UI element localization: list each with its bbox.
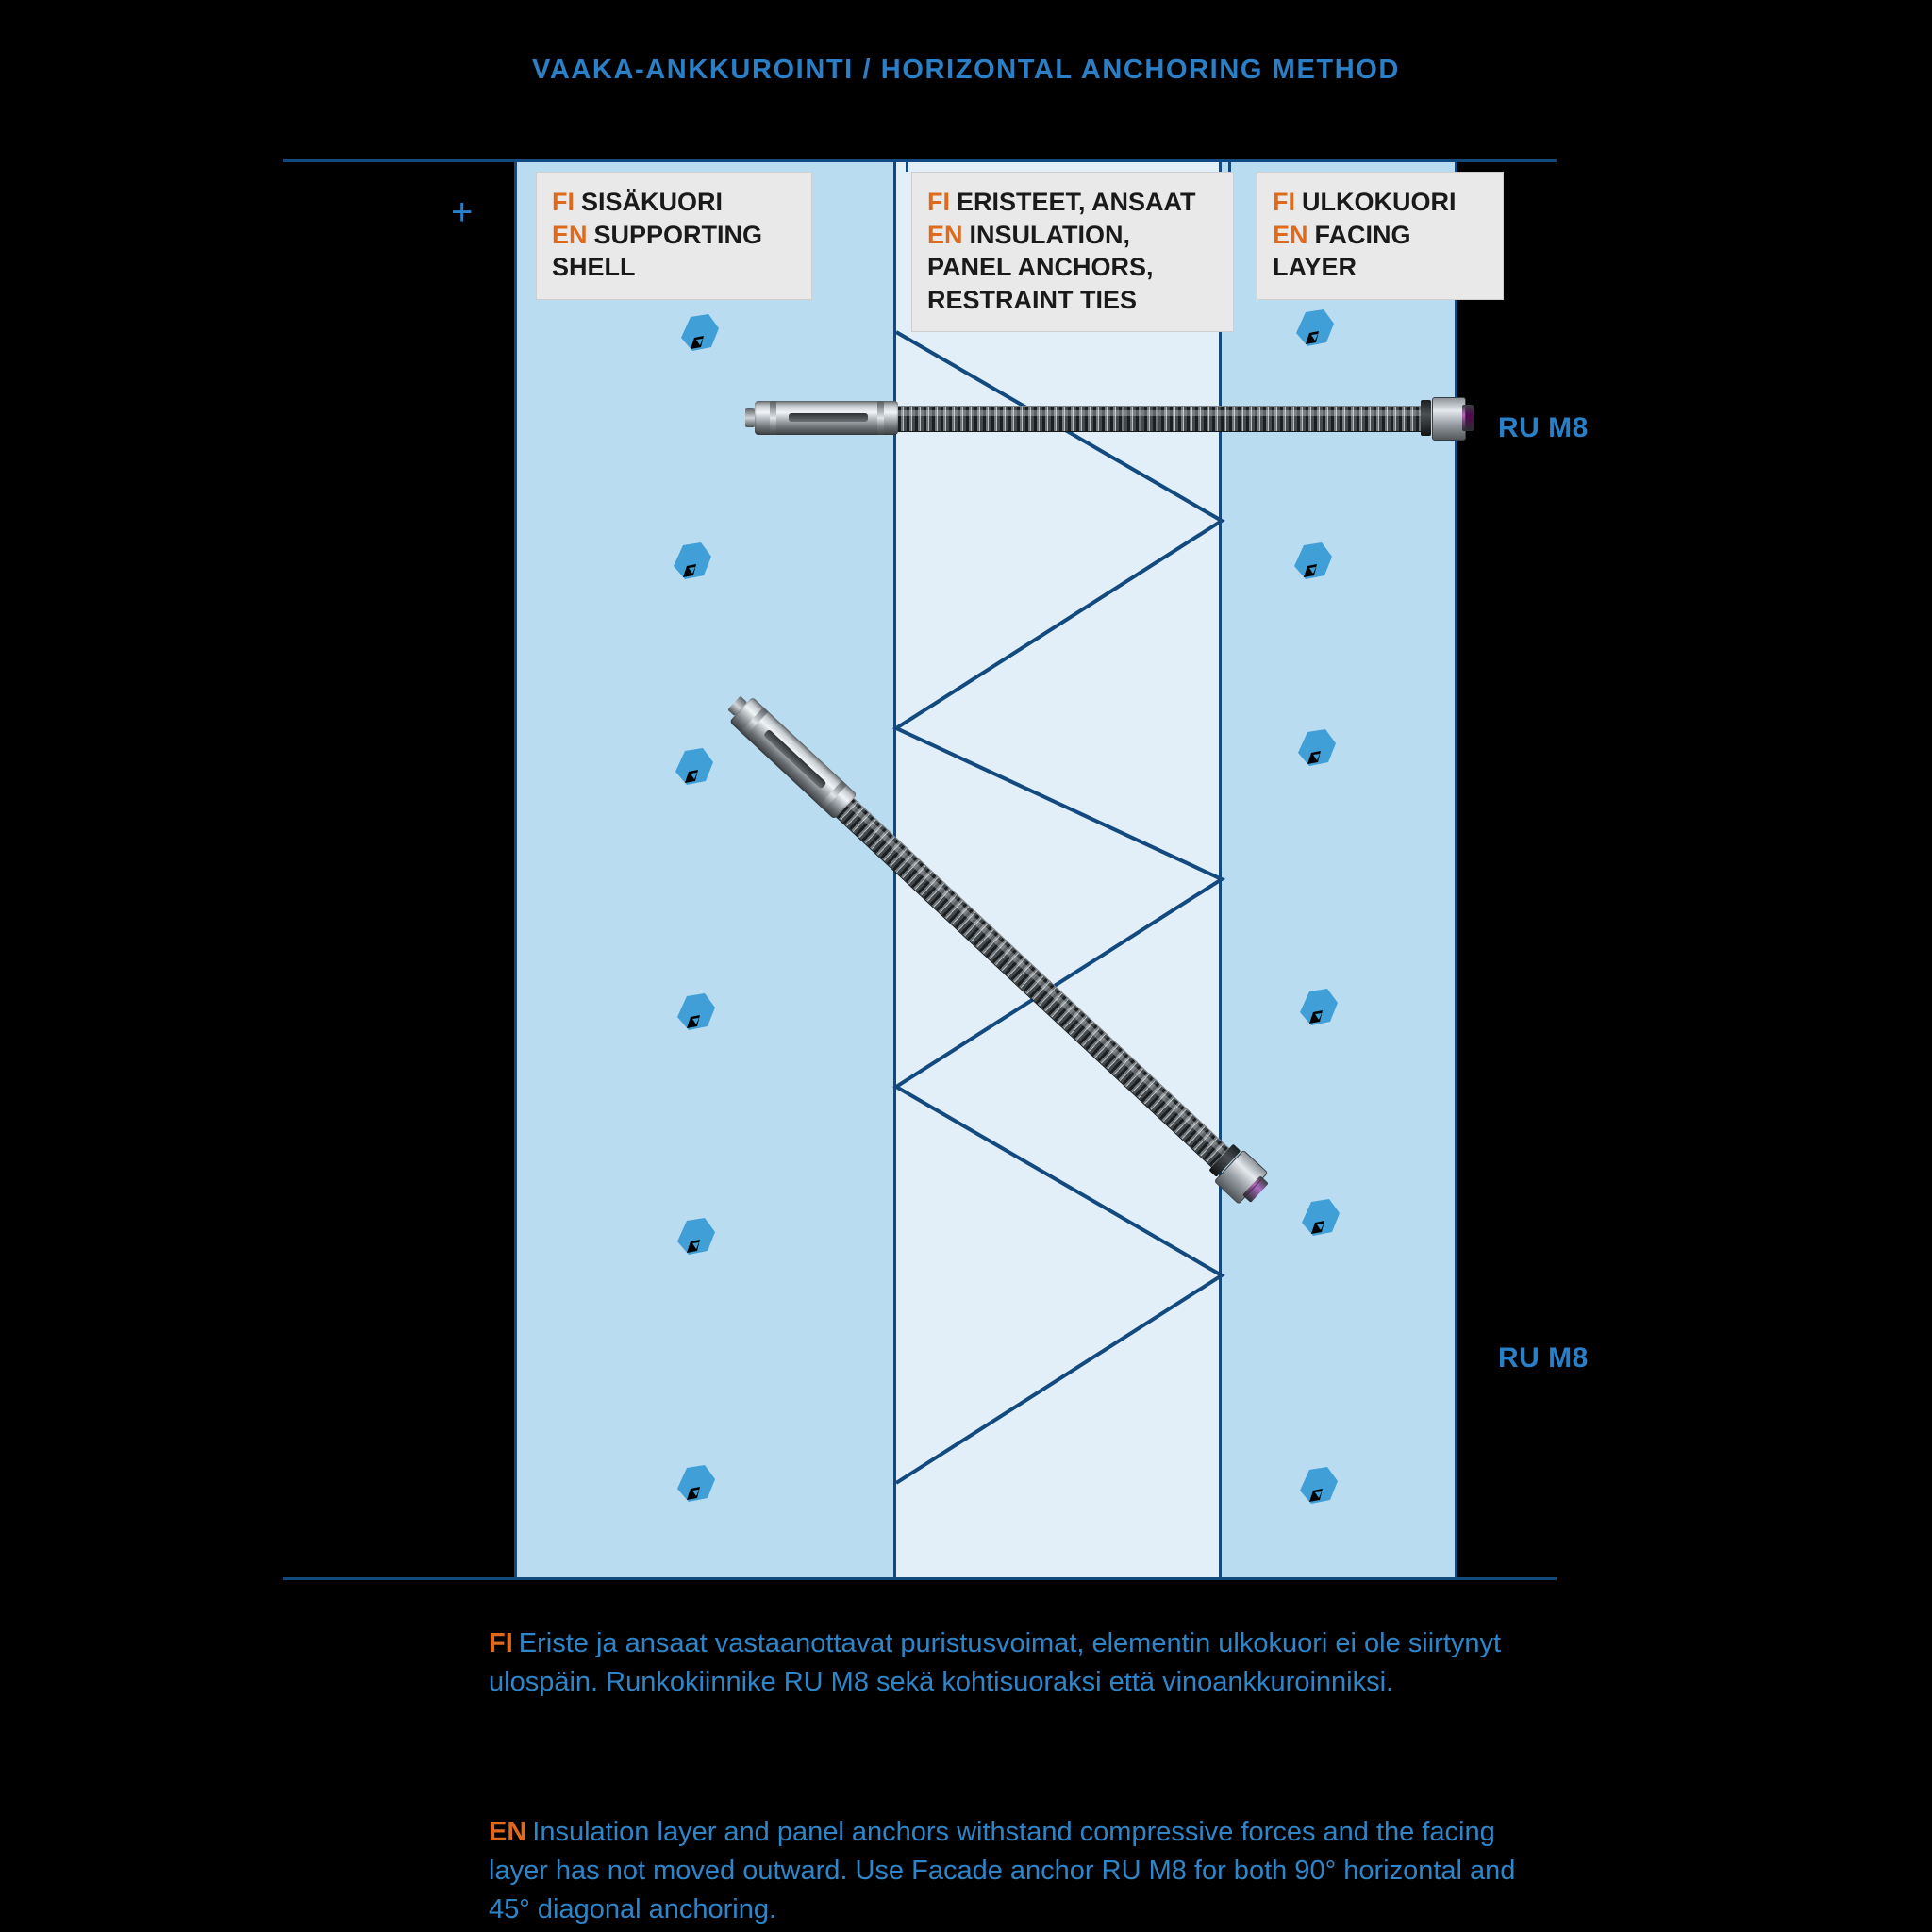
scale-tick [514, 500, 517, 783]
label-text-fi: ULKOKUORI [1302, 188, 1457, 216]
caption-fi [489, 1624, 1545, 1702]
lang-tag-fi: FI [1273, 188, 1295, 216]
lang-tag-en: EN [489, 1817, 527, 1847]
label-text-en: INSULATION, PANEL ANCHORS, RESTRAINT TIES [927, 220, 1154, 314]
layer-supporting-shell [514, 162, 896, 1577]
label-text-fi: SISÄKUORI [581, 188, 724, 216]
diagonal-anchor-label: RU M8 [1498, 1342, 1589, 1374]
anchor-sleeve-slot [789, 413, 868, 422]
lang-tag-en: EN [552, 220, 588, 249]
caption-en [489, 1813, 1545, 1930]
caption-en-text: Insulation layer and panel anchors withstand compressive forces and the facing layer has not moved outward. Use Facade anchor RU M8 for both 90° horizontal and 45° diagonal anchoring. [489, 1817, 1516, 1925]
layer-facing [1222, 162, 1457, 1577]
scale-tick [514, 1443, 517, 1580]
lang-tag-fi: FI [552, 188, 575, 216]
caption-fi-text: Eriste ja ansaat vastaanottavat puristusvoimat, elementin ulkokuori ei ole siirtynyt ulospäin. Runkokiinnike RU M8 sekä kohtisuoraksi että vinoankkuroinniksi. [489, 1628, 1502, 1698]
label-insulation [911, 172, 1234, 332]
plus-marker: + [451, 192, 474, 233]
label-text-fi: ERISTEET, ANSAAT [957, 188, 1196, 216]
anchor-sleeve-band [877, 401, 884, 435]
label-text-en: SUPPORTING SHELL [552, 220, 763, 282]
wall-bottom-edge [283, 1577, 1557, 1580]
anchor-rod-highlight [898, 410, 1423, 416]
anchor-sleeve-band [770, 401, 776, 435]
lang-tag-fi: FI [489, 1628, 513, 1658]
horizontal-anchor-label: RU M8 [1498, 412, 1589, 443]
anchor-washer [1421, 400, 1431, 436]
label-text-en: FACING LAYER [1273, 220, 1411, 282]
horizontal-anchor-bolt [745, 396, 1472, 440]
label-connector [1228, 162, 1231, 172]
lang-tag-fi: FI [927, 188, 950, 216]
anchor-tip [745, 408, 755, 427]
lang-tag-en: EN [927, 220, 963, 249]
label-facing-layer [1257, 172, 1504, 300]
lang-tag-en: EN [1273, 220, 1308, 249]
anchor-end-cap [1462, 405, 1474, 431]
label-supporting-shell [536, 172, 812, 300]
label-connector [906, 162, 908, 172]
page-title: VAAKA-ANKKUROINTI / HORIZONTAL ANCHORING METHOD [532, 55, 1400, 85]
scale-tick [514, 274, 517, 387]
anchor-nut [1432, 397, 1466, 441]
wall-cross-section [514, 162, 1457, 1577]
